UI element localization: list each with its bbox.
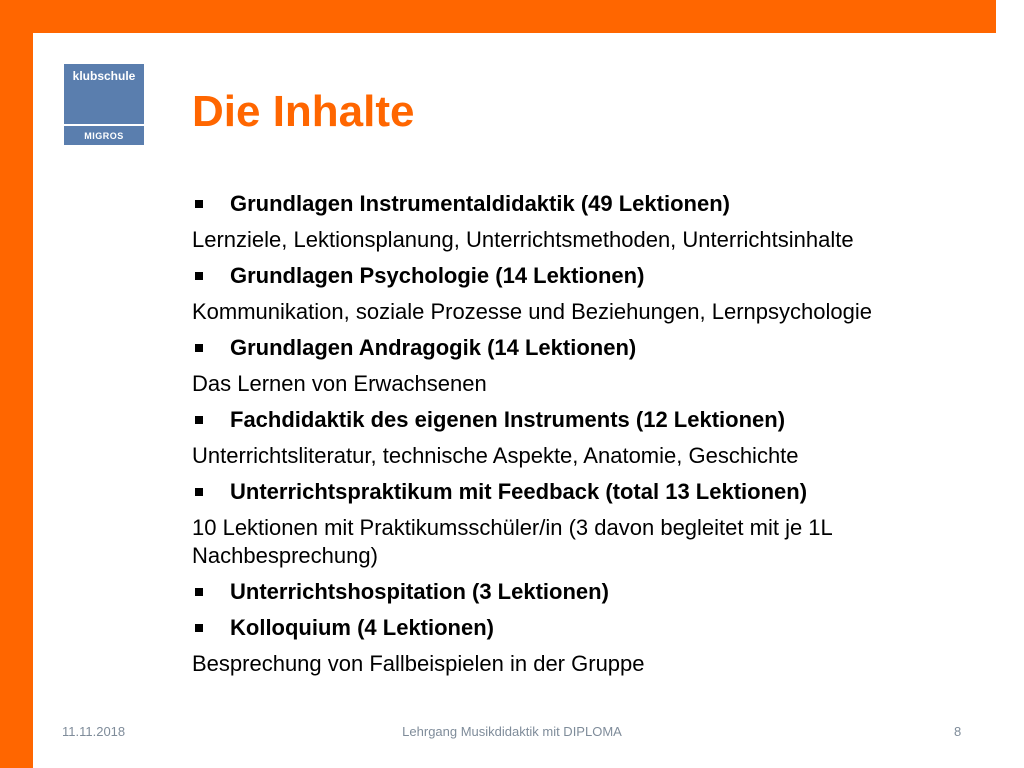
item-detail: Lernziele, Lektionsplanung, Unterrichtsmethoden, Unterrichtsinhalte [192, 227, 854, 252]
footer-title: Lehrgang Musikdidaktik mit DIPLOMA [402, 724, 622, 739]
item-heading-text: Grundlagen Andragogik (14 Lektionen) [230, 335, 637, 360]
item-heading [192, 474, 992, 510]
square-bullet-icon [195, 272, 203, 280]
square-bullet-icon [195, 416, 203, 424]
content-list [192, 186, 992, 682]
slide-title: Die Inhalte [192, 87, 415, 136]
item-heading [192, 402, 992, 438]
item-detail: Besprechung von Fallbeispielen in der Gruppe [192, 651, 645, 676]
item-heading [192, 610, 992, 646]
item-heading-text: Grundlagen Instrumentaldidaktik (49 Lektionen) [230, 191, 730, 216]
item-heading-text: Unterrichtshospitation (3 Lektionen) [230, 579, 609, 604]
logo-bottom-text: MIGROS [84, 130, 124, 141]
square-bullet-icon [195, 624, 203, 632]
item-detail: Kommunikation, soziale Prozesse und Beziehungen, Lernpsychologie [192, 299, 872, 324]
square-bullet-icon [195, 488, 203, 496]
logo-top-text: klubschule [72, 69, 136, 83]
top-accent-bar [0, 0, 996, 33]
item-heading [192, 186, 992, 222]
footer-date: 11.11.2018 [62, 724, 126, 739]
footer-page-number: 8 [954, 724, 962, 739]
item-heading [192, 258, 992, 294]
item-heading-text: Fachdidaktik des eigenen Instruments (12 Lektionen) [230, 407, 786, 432]
item-heading-text: Grundlagen Psychologie (14 Lektionen) [230, 263, 645, 288]
item-heading-text: Unterrichtspraktikum mit Feedback (total 13 Lektionen) [230, 479, 808, 504]
left-accent-bar [0, 0, 33, 768]
item-heading [192, 330, 992, 366]
item-heading [192, 574, 992, 610]
square-bullet-icon [195, 200, 203, 208]
item-heading-text: Kolloquium (4 Lektionen) [230, 615, 494, 640]
square-bullet-icon [195, 344, 203, 352]
klubschule-migros-logo [64, 64, 144, 145]
item-detail: 10 Lektionen mit Praktikumsschüler/in (3 davon begleitet mit je 1L Nachbesprechung) [192, 515, 832, 568]
item-detail: Unterrichtsliteratur, technische Aspekte, Anatomie, Geschichte [192, 443, 799, 468]
square-bullet-icon [195, 588, 203, 596]
item-detail: Das Lernen von Erwachsenen [192, 371, 487, 396]
